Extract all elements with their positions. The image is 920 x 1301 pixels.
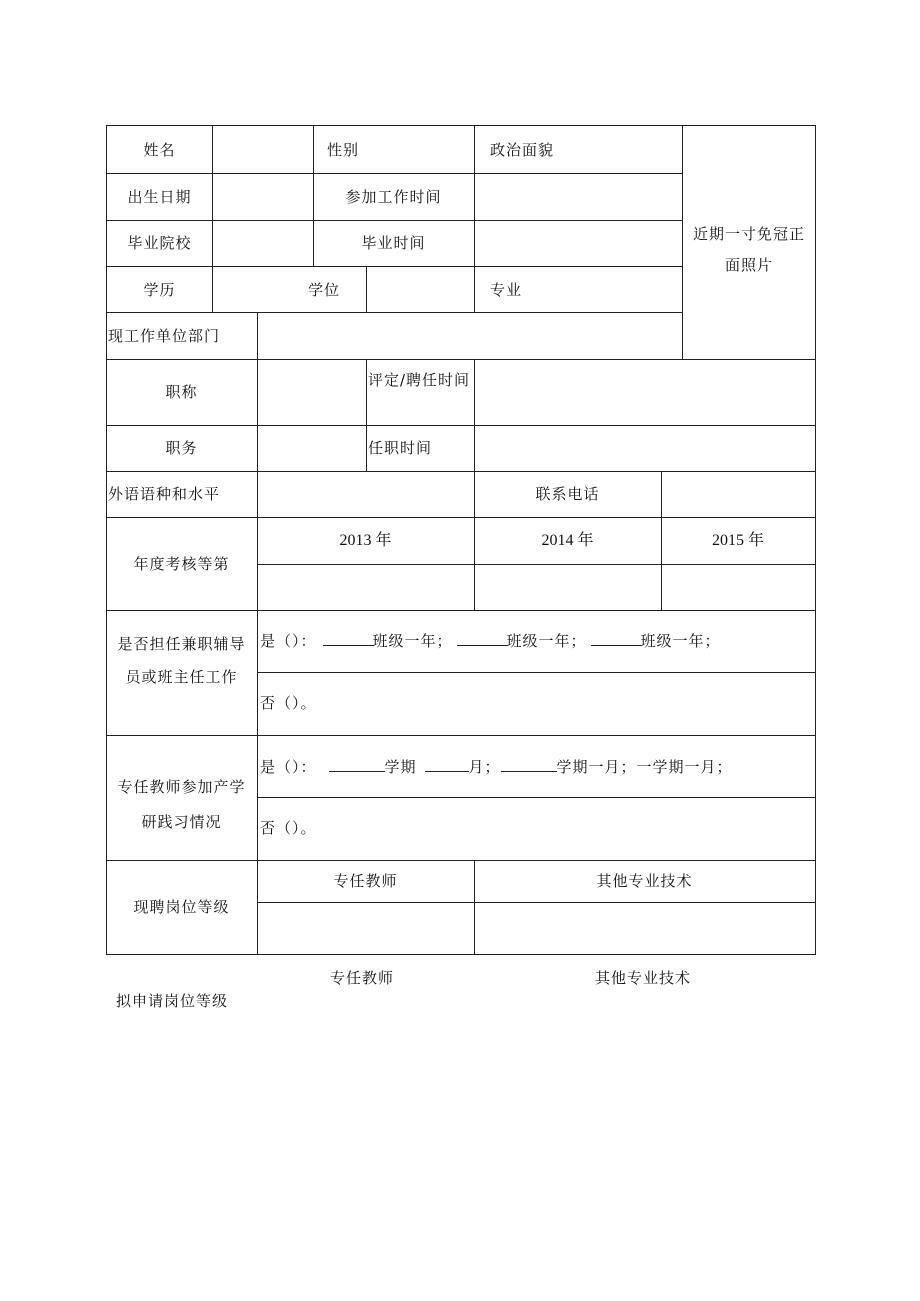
practice-yes-prefix: 是（）： [260,758,317,776]
current-post-label: 现聘岗位等级 [133,898,230,916]
counselor-seg2: 班级一年； [506,632,587,650]
practice-no: 否（）。 [260,819,317,837]
birth-label: 出生日期 [127,188,192,206]
title-time-label: 评定/聘任时间 [368,371,471,389]
phone-label: 联系电话 [535,485,600,503]
degree-label: 学位 [307,281,340,299]
rule [257,797,816,798]
rule [106,425,816,426]
major-label: 专业 [490,281,523,299]
apply-post-label: 拟申请岗位等级 [116,992,229,1010]
rule [106,517,816,518]
rule [106,359,816,360]
duty-time-label: 任职时间 [368,439,433,457]
rule [106,220,683,221]
title-label: 职称 [165,383,198,401]
name-label: 姓名 [143,141,176,159]
counselor-label: 是否担任兼职辅导员或班主任工作 [117,635,246,686]
education-label: 学历 [143,281,176,299]
counselor-yes-prefix: 是（）： [260,632,317,650]
rule [474,125,475,312]
rule [106,312,683,313]
practice-label: 专任教师参加产学研践习情况 [117,778,246,831]
rule [106,266,683,267]
rule [682,125,683,359]
rule [257,902,816,903]
duty-label: 职务 [165,439,198,457]
rule [366,359,367,471]
assessment-label: 年度考核等第 [133,555,230,573]
rule [106,954,816,955]
blank-line [323,631,373,646]
practice-seg3: 学期一月；一学期一月； [556,758,733,776]
work-start-label: 参加工作时间 [345,188,442,206]
current-other-col: 其他专业技术 [596,872,693,890]
blank-line [329,757,385,772]
year-2015: 2015 年 [711,532,764,549]
political-label: 政治面貌 [490,141,555,159]
rule [106,173,683,174]
practice-seg1: 学期 [384,758,417,776]
apply-other-col: 其他专业技术 [595,969,692,987]
blank-line [501,757,557,772]
practice-seg2: 月； [468,758,501,776]
apply-teacher-col: 专任教师 [330,969,395,987]
blank-line [457,631,507,646]
photo-label: 近期一寸免冠正面照片 [692,225,805,274]
rule [257,312,258,954]
year-2014: 2014 年 [541,532,594,549]
blank-line [591,631,641,646]
counselor-seg1: 班级一年； [372,632,453,650]
school-label: 毕业院校 [127,234,192,252]
practice-yes-line [260,757,733,777]
rule [106,860,816,861]
language-label: 外语语种和水平 [108,485,221,503]
counselor-no: 否（）。 [260,694,317,712]
rule [106,610,816,611]
counselor-seg3: 班级一年； [640,632,721,650]
unit-label: 现工作单位部门 [108,327,221,345]
current-teacher-col: 专任教师 [333,872,398,890]
year-2013: 2013 年 [339,532,392,549]
rule [106,735,816,736]
blank-line [425,757,469,772]
rule [815,125,816,955]
rule [106,471,816,472]
gender-label: 性别 [327,141,360,159]
rule [257,672,816,673]
grad-time-label: 毕业时间 [361,234,426,252]
counselor-yes-line [260,631,721,651]
rule [257,564,816,565]
